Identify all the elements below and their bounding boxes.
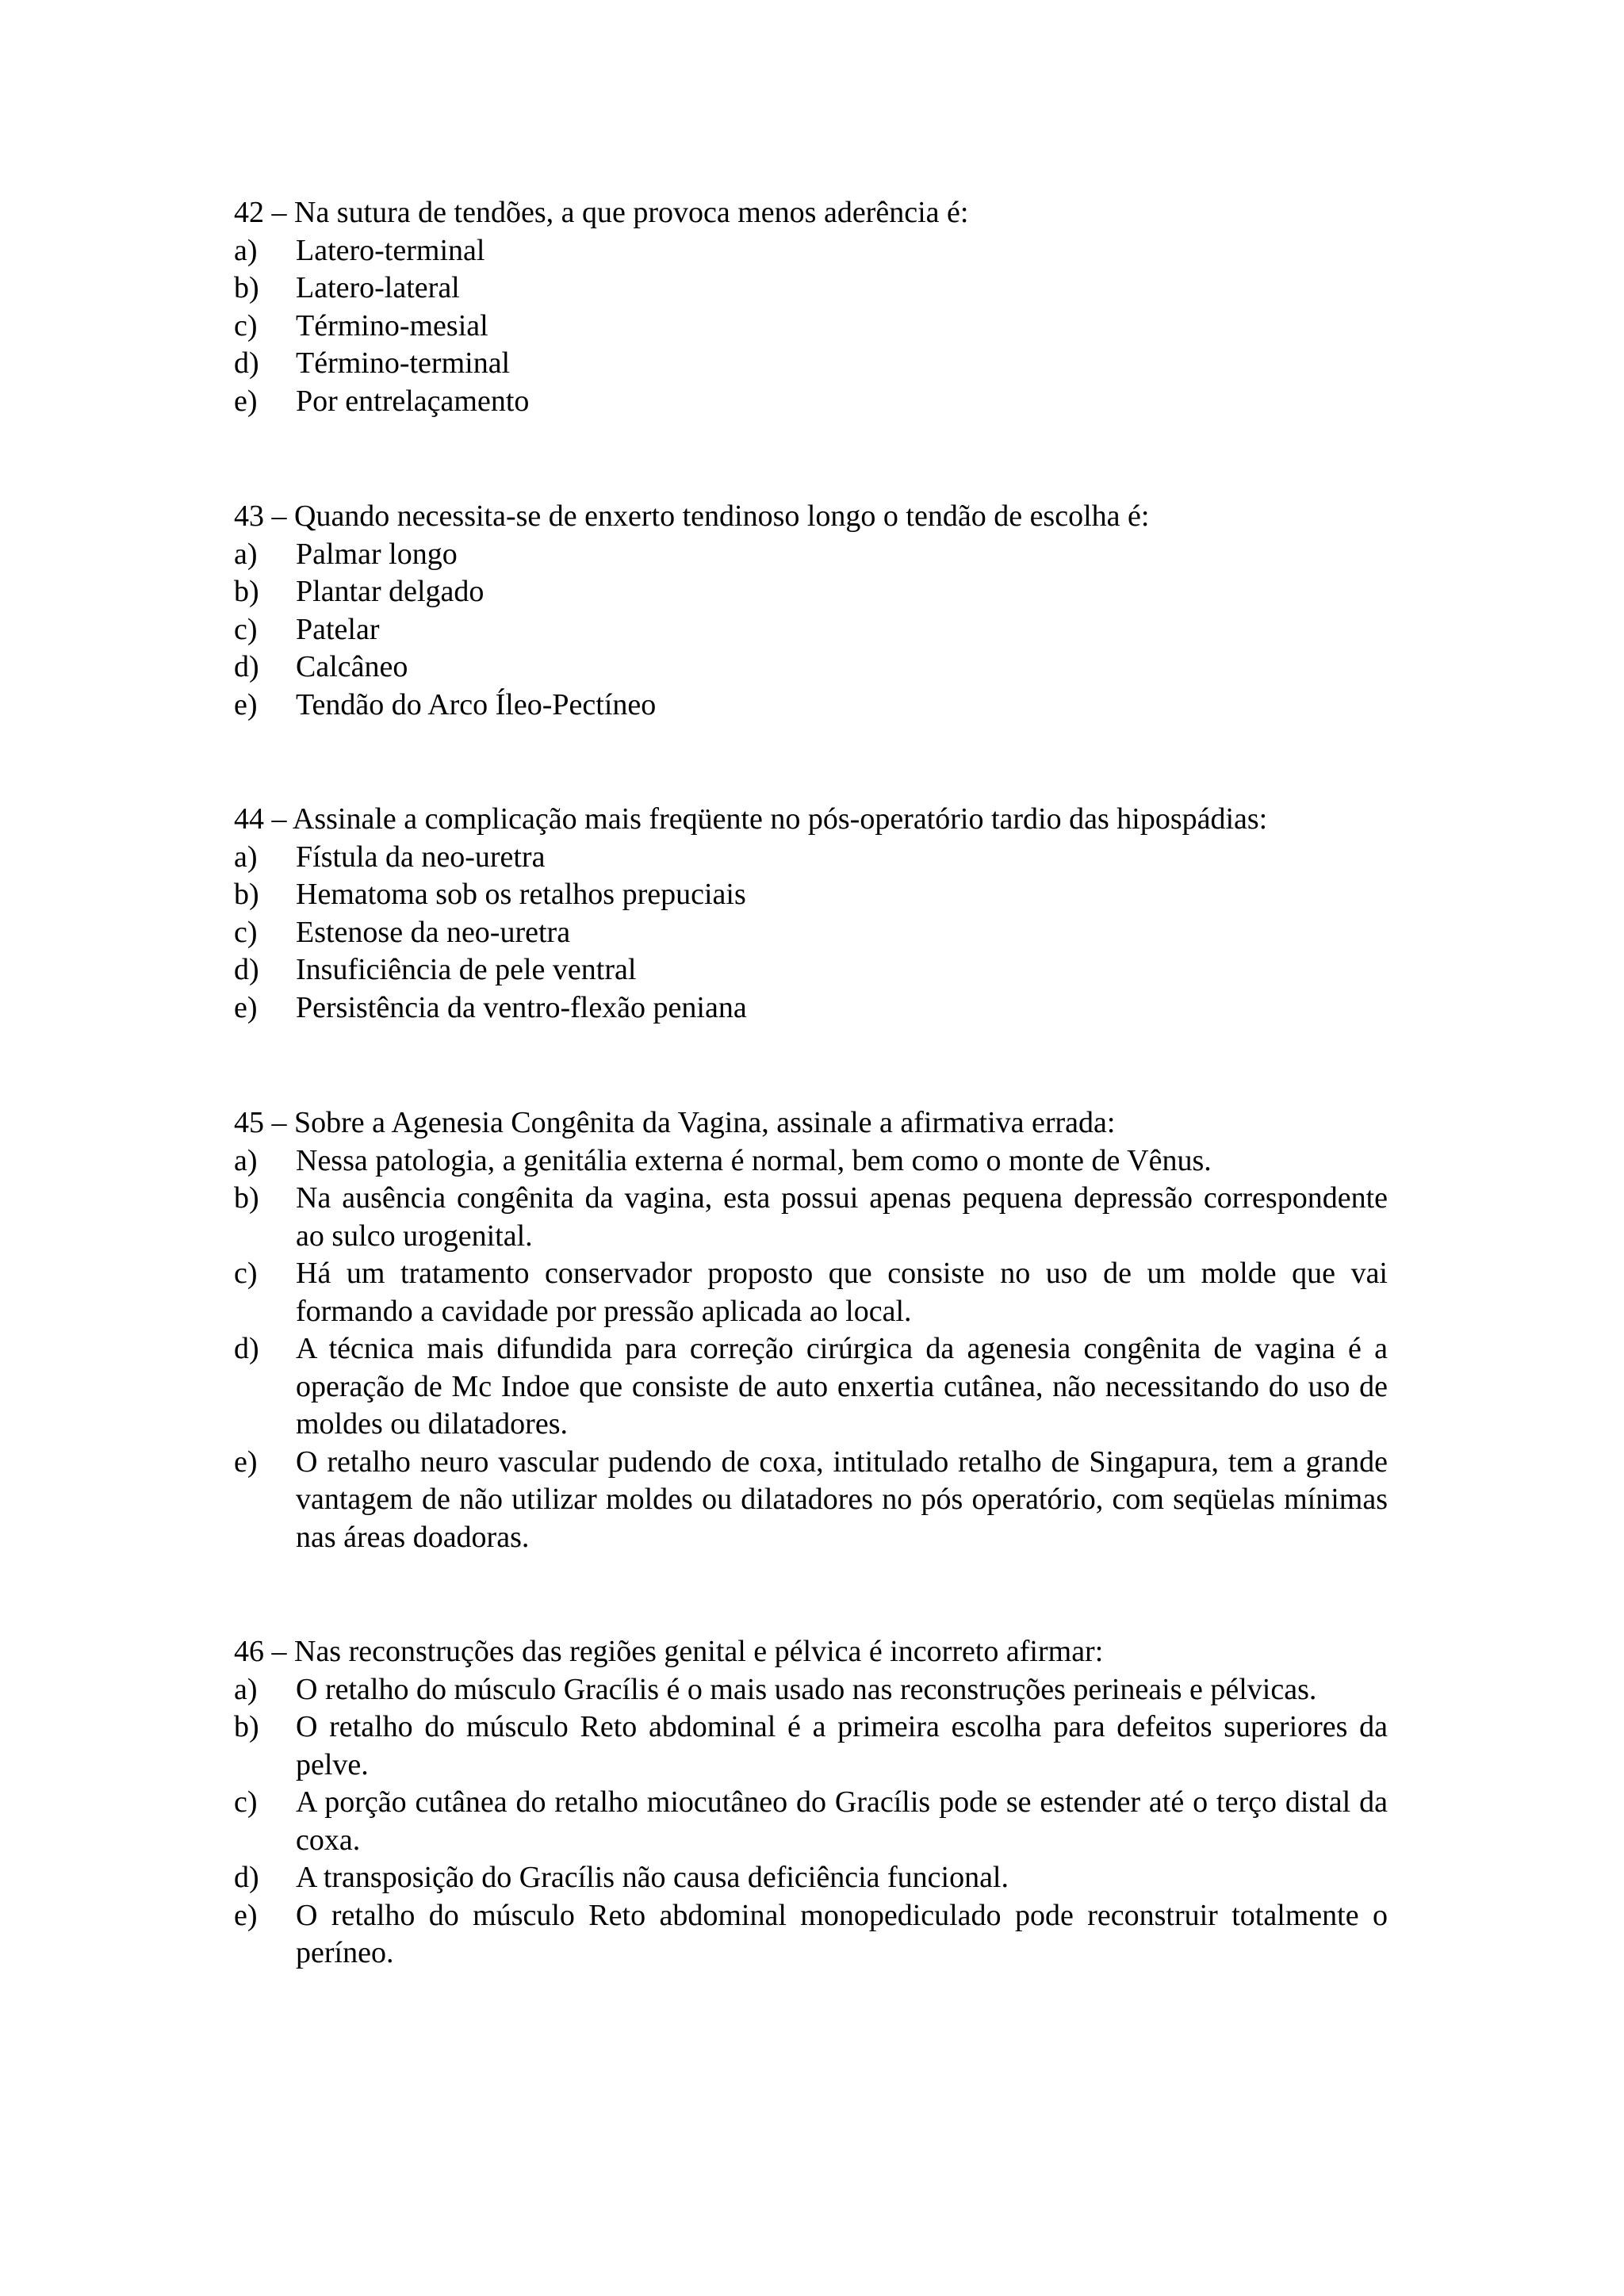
option-letter: e) (234, 384, 258, 418)
option-text: Por entrelaçamento (296, 384, 530, 418)
option-text: Insuficiência de pele ventral (296, 953, 637, 986)
option-text: Fístula da neo-uretra (296, 840, 546, 874)
question-stem: 45 – Sobre a Agenesia Congênita da Vagina, assinale a afirmativa errada: (234, 1106, 1116, 1139)
option-letter: a) (234, 1143, 258, 1177)
answer-options (234, 1142, 1388, 1557)
option-text: Término-mesial (296, 308, 488, 342)
question-stem: 42 – Na sutura de tendões, a que provoca menos aderência é: (234, 196, 969, 229)
option-text: A técnica mais difundida para correção cirúrgica da agenesia congênita de vagina é a operação de Mc Indoe que consiste de auto enxertia cutânea, não necessitando do uso de moldes ou dilatadores. (296, 1332, 1388, 1441)
option-text: Persistência da ventro-flexão peniana (296, 990, 747, 1024)
option-letter: b) (234, 878, 259, 911)
option-b (234, 1709, 1388, 1784)
option-text: Há um tratamento conservador proposto que consiste no uso de um molde que vai formando a cavidade por pressão aplicada ao local. (296, 1257, 1388, 1328)
option-a (234, 232, 1388, 270)
option-letter: e) (234, 1898, 258, 1932)
option-text: Palmar longo (296, 537, 458, 571)
option-text: O retalho do músculo Gracílis é o mais usado nas reconstruções perineais e pélvicas. (296, 1672, 1317, 1706)
option-letter: d) (234, 1861, 259, 1894)
option-text: A porção cutânea do retalho miocutâneo do Gracílis pode se estender até o terço distal da coxa. (296, 1785, 1388, 1857)
option-text: Calcâneo (296, 650, 408, 683)
option-letter: d) (234, 346, 259, 380)
answer-options (234, 1671, 1388, 1973)
option-d (234, 649, 1388, 687)
option-letter: a) (234, 1672, 258, 1706)
option-letter: e) (234, 990, 258, 1024)
option-letter: a) (234, 233, 258, 267)
option-letter: c) (234, 612, 258, 646)
option-e (234, 1897, 1388, 1973)
option-text: O retalho neuro vascular pudendo de coxa, intitulado retalho de Singapura, tem a grande vantagem de não utilizar moldes ou dilatadores no pós operatório, com seqüelas mínimas nas áreas doadoras. (296, 1445, 1388, 1554)
option-text: Latero-terminal (296, 233, 485, 267)
option-letter: c) (234, 1785, 258, 1819)
option-letter: b) (234, 1181, 259, 1215)
question-43 (234, 498, 1388, 724)
option-d (234, 345, 1388, 383)
option-text: Patelar (296, 612, 380, 646)
answer-options (234, 839, 1388, 1027)
option-letter: b) (234, 575, 259, 608)
question-42 (234, 194, 1388, 420)
option-text: Término-terminal (296, 346, 511, 380)
question-46 (234, 1633, 1388, 1973)
option-c (234, 308, 1388, 346)
option-text: Hematoma sob os retalhos prepuciais (296, 878, 746, 911)
option-text: Tendão do Arco Íleo-Pectíneo (296, 687, 657, 721)
option-a (234, 1142, 1388, 1181)
option-letter: d) (234, 1332, 259, 1365)
option-letter: d) (234, 650, 259, 683)
option-letter: e) (234, 687, 258, 721)
option-a (234, 536, 1388, 574)
option-text: Estenose da neo-uretra (296, 915, 571, 949)
answer-options (234, 536, 1388, 725)
option-b (234, 573, 1388, 611)
option-b (234, 270, 1388, 308)
question-45 (234, 1104, 1388, 1556)
question-stem: 43 – Quando necessita-se de enxerto tendinoso longo o tendão de escolha é: (234, 499, 1150, 533)
question-stem: 46 – Nas reconstruções das regiões genital e pélvica é incorreto afirmar: (234, 1635, 1104, 1668)
option-text: Latero-lateral (296, 271, 460, 304)
option-letter: c) (234, 1257, 258, 1290)
option-text: A transposição do Gracílis não causa deficiência funcional. (296, 1861, 1009, 1894)
option-text: Plantar delgado (296, 575, 485, 608)
option-e (234, 1444, 1388, 1557)
question-stem: 44 – Assinale a complicação mais freqüente no pós-operatório tardio das hipospádias: (234, 802, 1268, 836)
option-c (234, 1784, 1388, 1859)
option-letter: a) (234, 537, 258, 571)
option-a (234, 1671, 1388, 1709)
answer-options (234, 232, 1388, 421)
option-letter: b) (234, 271, 259, 304)
option-d (234, 1330, 1388, 1444)
option-e (234, 687, 1388, 725)
option-d (234, 1859, 1388, 1897)
option-text: O retalho do músculo Reto abdominal é a primeira escolha para defeitos superiores da pelve. (296, 1710, 1388, 1781)
option-e (234, 383, 1388, 421)
option-a (234, 839, 1388, 877)
option-letter: c) (234, 308, 258, 342)
option-text: O retalho do músculo Reto abdominal monopediculado pode reconstruir totalmente o períneo. (296, 1898, 1388, 1969)
option-text: Nessa patologia, a genitália externa é normal, bem como o monte de Vênus. (296, 1143, 1212, 1177)
option-d (234, 951, 1388, 989)
option-letter: b) (234, 1710, 259, 1743)
option-e (234, 989, 1388, 1027)
option-b (234, 876, 1388, 914)
question-44 (234, 801, 1388, 1027)
option-letter: e) (234, 1445, 258, 1479)
option-letter: d) (234, 953, 259, 986)
option-text: Na ausência congênita da vagina, esta possui apenas pequena depressão correspondente ao sulco urogenital. (296, 1181, 1388, 1253)
option-c (234, 1255, 1388, 1330)
option-letter: a) (234, 840, 258, 874)
option-letter: c) (234, 915, 258, 949)
option-b (234, 1180, 1388, 1255)
option-c (234, 611, 1388, 649)
option-c (234, 914, 1388, 952)
